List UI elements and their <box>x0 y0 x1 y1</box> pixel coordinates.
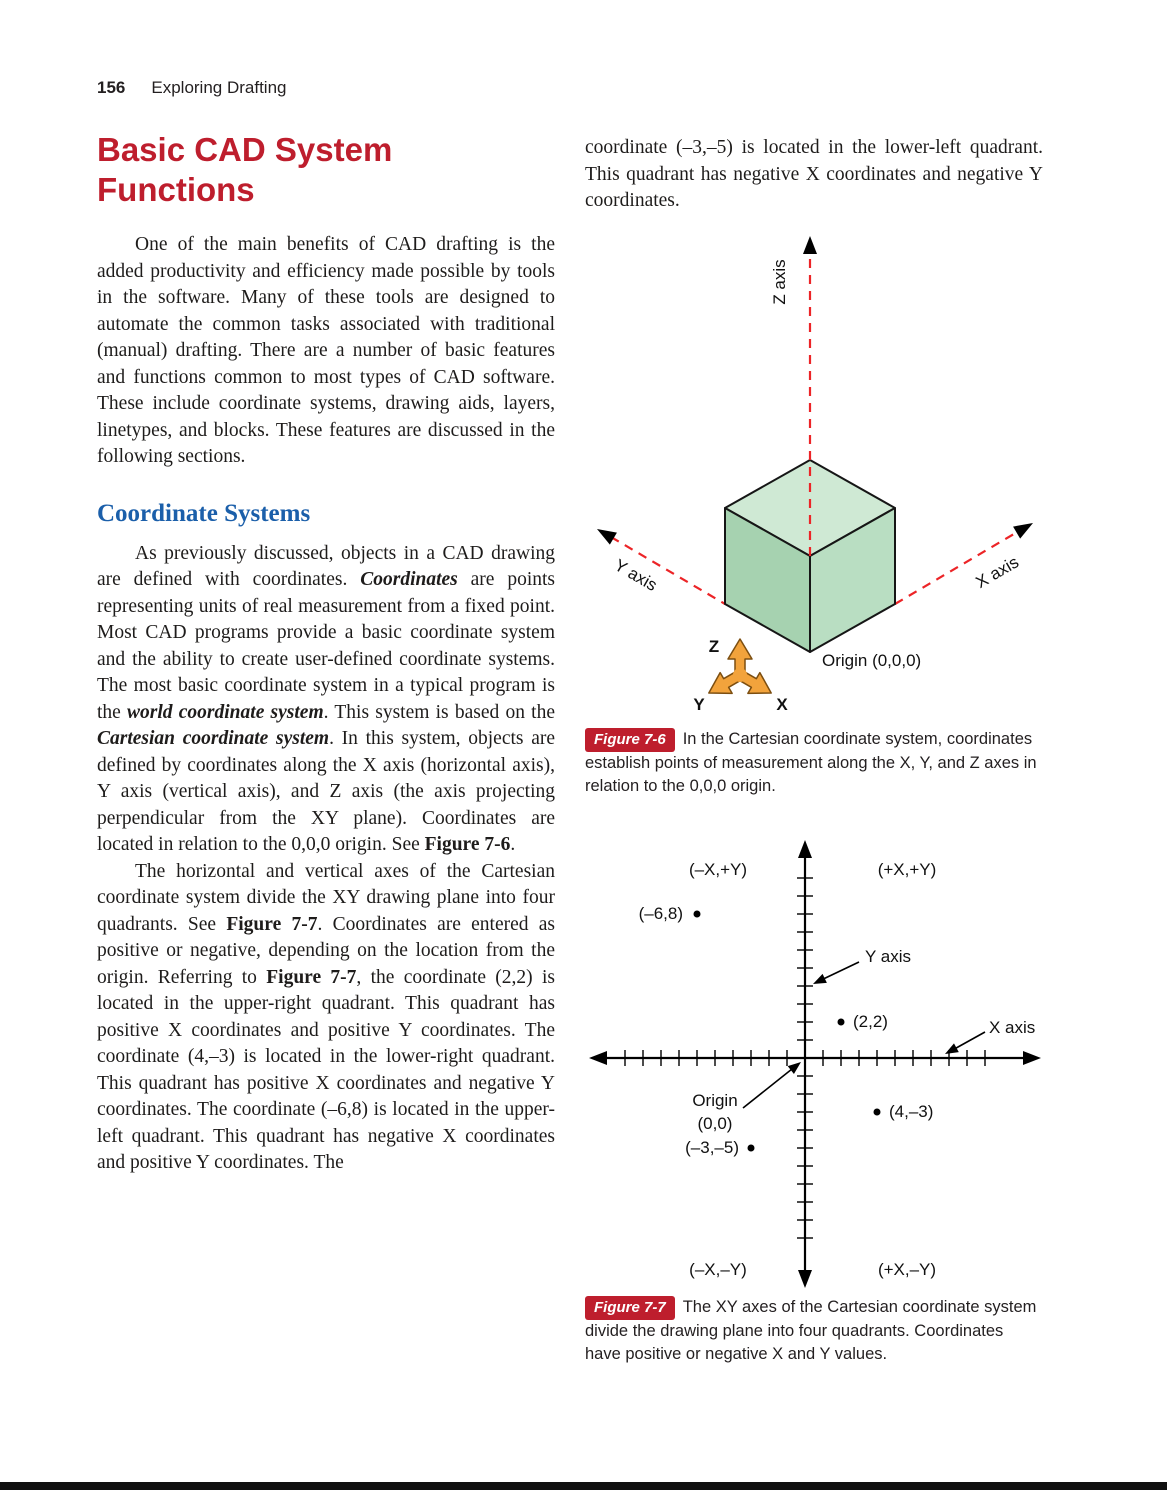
figure-7-7-diagram <box>585 836 1045 1294</box>
page-number: 156 <box>97 78 126 97</box>
z-axis-arrowhead <box>803 236 817 254</box>
fig7-origin-label-line1: Origin <box>692 1091 738 1110</box>
figure-reference: Figure 7-7 <box>226 913 318 935</box>
point-neg3-neg5 <box>748 1145 755 1152</box>
point-label-neg3-neg5: (–3,–5) <box>685 1138 739 1157</box>
figure-7-7-badge: Figure 7-7 <box>585 1296 675 1320</box>
text-run: . Coordinates are entered as positive or negative, depending on the location from the origin. Referring to <box>97 913 555 988</box>
text-run: are points representing units of real measurement from a fixed point. Most CAD programs provide a basic coordinate system and the ability to create user-defined coordinate systems. The most basic coordinate system in a typical program is the <box>97 569 556 723</box>
fig7-origin-label-line2: (0,0) <box>697 1114 733 1133</box>
text-run: , the coordinate (2,2) is located in the upper-right quadrant. This quadrant has positive X coordinates and positive Y coordinates. The coordinate (4,–3) is located in the lower-right quadrant. This quadrant has positive X coordinates and negative Y coordinates. The coordinate (–6,8) is located in the upper-left quadrant. This quadrant has negative X coordinates and positive Y coordinates. The <box>97 966 555 1173</box>
point-neg6-8 <box>694 911 701 918</box>
figure-7-6-badge: Figure 7-6 <box>585 728 675 752</box>
point-label-2-2: (2,2) <box>853 1012 888 1031</box>
running-title: Exploring Drafting <box>151 78 287 97</box>
text-run-bold-italic: Cartesian coordinate system <box>97 728 330 749</box>
paragraph-continuation: coordinate (–3,–5) is located in the lower-left quadrant. This quadrant has negative X coordinates and negative Y coordinates. <box>585 137 1043 211</box>
y-axis-arrowhead <box>593 523 616 545</box>
paragraph-coordinates-1 <box>97 541 555 859</box>
point-label-neg6-8: (–6,8) <box>638 904 683 923</box>
fig7-y-axis-label: Y axis <box>865 947 911 966</box>
y-axis-leader-arrowhead <box>811 974 827 989</box>
paragraph-intro: One of the main benefits of CAD drafting is the added productivity and efficiency made possible by tools in the software. Many of these tools are designed to automate the common tasks associated with traditional (manual) drafting. There are a number of basic features and functions common to most types of CAD software. These include coordinate systems, drawing aids, layers, linetypes, and blocks. These features are discussed in the following sections. <box>97 234 555 467</box>
fig6-x-axis-label: X axis <box>972 552 1023 593</box>
figure-7-6-caption-text: In the Cartesian coordinate system, coordinates establish points of measurement along the X, Y, and Z axes in relation to the 0,0,0 origin. <box>585 730 1037 795</box>
glyph-x-label: X <box>776 695 788 714</box>
page-bottom-edge <box>0 1482 1167 1490</box>
subsection-heading: Coordinate Systems <box>97 499 311 527</box>
text-run-bold-italic: world coordinate system <box>127 701 324 723</box>
quadrant-label-upper-left: (–X,+Y) <box>688 860 748 879</box>
fig7-axis-arrow-right <box>1023 1051 1041 1065</box>
x-axis-leader-arrowhead <box>943 1043 959 1058</box>
text-run-bold-italic: Coordinates <box>360 569 458 590</box>
point-4-neg3 <box>874 1109 881 1116</box>
fig6-origin-label: Origin (0,0,0) <box>822 651 922 670</box>
axis-triad-glyph <box>693 637 788 714</box>
glyph-z-label: Z <box>708 637 720 656</box>
figure-7-6 <box>585 232 1045 731</box>
text-run: As previously discussed, objects in a CAD drawing are defined with coordinates. <box>97 542 555 590</box>
figure-7-7-caption-text: The XY axes of the Cartesian coordinate system divide the drawing plane into four quadrants. Coordinates have positive or negative X and Y values. <box>585 1298 1037 1363</box>
quadrant-label-lower-left: (–X,–Y) <box>689 1260 747 1279</box>
point-2-2 <box>838 1019 845 1026</box>
figure-7-6-caption <box>585 728 1037 797</box>
text-run: . In this system, objects are defined by coordinates along the X axis (horizontal axis), Y axis (vertical axis), and Z axis (the axis projecting perpendicular from the XY plane). Coordinates are located in relation to the 0,0,0 origin. See <box>97 728 556 855</box>
origin-leader-arrowhead <box>788 1058 804 1074</box>
figure-7-7-caption <box>585 1296 1037 1365</box>
figure-reference: Figure 7-6 <box>424 834 511 855</box>
quadrant-label-upper-right: (+X,+Y) <box>877 860 937 879</box>
fig6-z-axis-label: Z axis <box>770 259 789 305</box>
x-axis-arrowhead <box>1013 517 1036 539</box>
fig7-axis-arrow-down <box>798 1270 812 1288</box>
figure-7-7 <box>585 836 1045 1299</box>
glyph-hub <box>733 668 747 682</box>
fig7-axis-arrow-up <box>798 840 812 858</box>
figure-reference: Figure 7-7 <box>266 966 357 988</box>
text-run: . This system is based on the <box>323 701 555 723</box>
left-column <box>97 130 555 1177</box>
figure-7-6-diagram <box>585 232 1045 726</box>
glyph-y-label: Y <box>693 695 705 714</box>
right-column <box>585 135 1043 215</box>
fig7-axis-arrow-left <box>589 1051 607 1065</box>
text-run: The horizontal and vertical axes of the Cartesian coordinate system divide the XY drawing plane into four quadrants. See <box>97 860 555 935</box>
fig7-x-axis-label: X axis <box>989 1018 1036 1037</box>
running-head <box>97 78 287 98</box>
point-label-4-neg3: (4,–3) <box>889 1102 934 1121</box>
fig6-y-axis-label: Y axis <box>611 555 661 595</box>
chapter-section-heading: Basic CAD System Functions <box>97 131 393 208</box>
text-run: . <box>510 834 516 855</box>
quadrant-label-lower-right: (+X,–Y) <box>877 1260 937 1279</box>
origin-leader-line <box>743 1065 797 1108</box>
paragraph-coordinates-2 <box>97 859 555 1177</box>
